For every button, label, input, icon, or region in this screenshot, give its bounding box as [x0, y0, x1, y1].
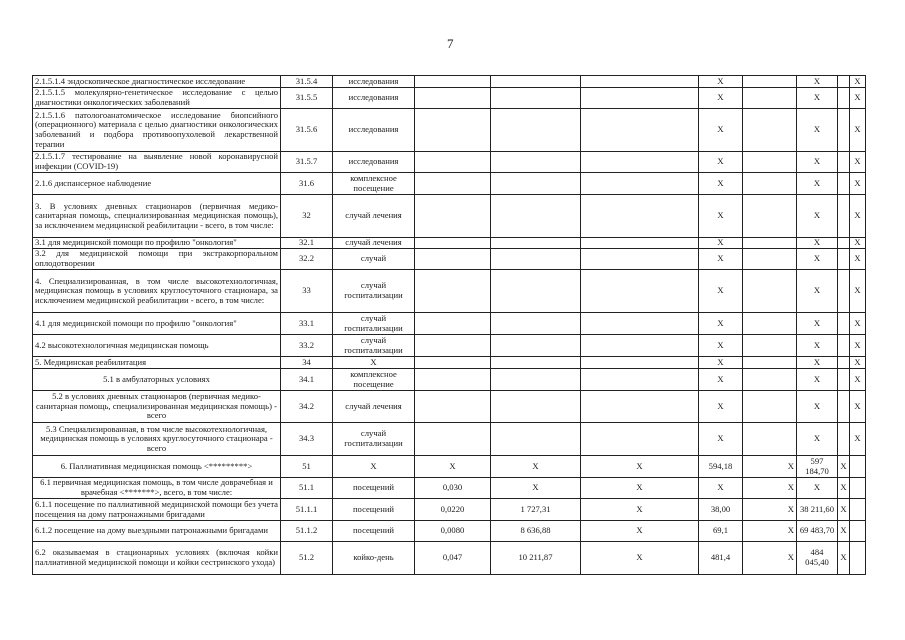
row-cost — [491, 152, 581, 173]
row-norm — [415, 152, 491, 173]
row-col7: Х — [699, 270, 743, 313]
row-col8: Х — [743, 499, 797, 521]
row-col10: Х — [838, 478, 850, 499]
row-unit: посещений — [333, 521, 415, 542]
row-col7: Х — [699, 173, 743, 195]
table-row — [33, 76, 866, 88]
row-unit: случай госпитализации — [333, 335, 415, 357]
row-col9: Х — [797, 195, 838, 238]
row-col6 — [581, 357, 699, 369]
row-norm: 0,0080 — [415, 521, 491, 542]
row-cost: 10 211,87 — [491, 542, 581, 575]
row-col7: Х — [699, 391, 743, 423]
data-table — [32, 75, 866, 575]
row-col8 — [743, 195, 797, 238]
row-col6: Х — [581, 478, 699, 499]
row-code: 31.5.7 — [281, 152, 333, 173]
row-description: 4.2 высокотехнологичная медицинская помощь — [33, 335, 281, 357]
row-col6 — [581, 76, 699, 88]
row-col11 — [850, 521, 866, 542]
row-description: 2.1.5.1.6 патологоанатомическое исследование биопсийного (операционного) материала с целью диагностики онкологических заболеваний и подбора противоопухолевой лекарственной терапии — [33, 109, 281, 152]
row-col6 — [581, 109, 699, 152]
table-row — [33, 478, 866, 499]
row-col10 — [838, 313, 850, 335]
row-col9: Х — [797, 173, 838, 195]
row-col8 — [743, 109, 797, 152]
row-norm — [415, 270, 491, 313]
row-code: 34.2 — [281, 391, 333, 423]
row-col9: Х — [797, 369, 838, 391]
row-norm — [415, 357, 491, 369]
row-code: 33.1 — [281, 313, 333, 335]
row-description: 6. Паллиативная медицинская помощь <*********> — [33, 456, 281, 478]
row-description: 5.3 Специализированная, в том числе высокотехнологичная, медицинская помощь в условиях круглосуточного стационара - всего — [33, 423, 281, 456]
row-cost — [491, 357, 581, 369]
row-cost — [491, 173, 581, 195]
row-norm — [415, 76, 491, 88]
row-unit: посещений — [333, 478, 415, 499]
row-col11 — [850, 456, 866, 478]
row-unit: случай госпитализации — [333, 423, 415, 456]
row-col6 — [581, 238, 699, 249]
row-col9: Х — [797, 478, 838, 499]
row-description: 2.1.6 диспансерное наблюдение — [33, 173, 281, 195]
row-col10 — [838, 173, 850, 195]
row-norm — [415, 369, 491, 391]
row-col11: Х — [850, 238, 866, 249]
row-description: 6.1.2 посещение на дому выездными патронажными бригадами — [33, 521, 281, 542]
table-row — [33, 456, 866, 478]
row-col9: Х — [797, 109, 838, 152]
row-norm: 0,0220 — [415, 499, 491, 521]
row-unit: случай лечения — [333, 391, 415, 423]
table-row — [33, 499, 866, 521]
row-col7: 69,1 — [699, 521, 743, 542]
row-code: 33 — [281, 270, 333, 313]
row-col10 — [838, 249, 850, 270]
row-col9: Х — [797, 313, 838, 335]
row-cost — [491, 238, 581, 249]
row-col8 — [743, 76, 797, 88]
row-code: 34.1 — [281, 369, 333, 391]
row-col11: Х — [850, 357, 866, 369]
table-row — [33, 109, 866, 152]
row-col10: Х — [838, 456, 850, 478]
row-col6 — [581, 313, 699, 335]
row-col8 — [743, 369, 797, 391]
row-description: 6.2 оказываемая в стационарных условиях (включая койки паллиативной медицинской помощи и койки сестринского ухода) — [33, 542, 281, 575]
row-code: 31.5.4 — [281, 76, 333, 88]
row-col6: Х — [581, 542, 699, 575]
row-col10 — [838, 369, 850, 391]
row-description: 4. Специализированная, в том числе высокотехнологичная, медицинская помощь в условиях круглосуточного стационара, за исключением медицинской реабилитации - всего, в том числе: — [33, 270, 281, 313]
row-col7: 38,00 — [699, 499, 743, 521]
row-col8 — [743, 88, 797, 109]
row-col10: Х — [838, 542, 850, 575]
row-col11: Х — [850, 313, 866, 335]
row-code: 34 — [281, 357, 333, 369]
row-col9: Х — [797, 88, 838, 109]
row-norm — [415, 313, 491, 335]
row-norm: Х — [415, 456, 491, 478]
row-col9: 69 483,70 — [797, 521, 838, 542]
row-col8: Х — [743, 521, 797, 542]
row-col10 — [838, 391, 850, 423]
row-unit: койко-день — [333, 542, 415, 575]
row-col6: Х — [581, 521, 699, 542]
row-code: 33.2 — [281, 335, 333, 357]
row-norm — [415, 423, 491, 456]
row-unit: исследования — [333, 76, 415, 88]
page-number: 7 — [447, 36, 454, 51]
row-col8 — [743, 391, 797, 423]
row-col10 — [838, 76, 850, 88]
row-norm — [415, 391, 491, 423]
row-col7: Х — [699, 357, 743, 369]
row-cost — [491, 313, 581, 335]
row-col10: Х — [838, 499, 850, 521]
row-col7: Х — [699, 195, 743, 238]
row-cost: 1 727,31 — [491, 499, 581, 521]
row-cost — [491, 109, 581, 152]
row-cost — [491, 369, 581, 391]
row-col6 — [581, 152, 699, 173]
row-cost: Х — [491, 478, 581, 499]
row-unit: случай лечения — [333, 195, 415, 238]
row-code: 32.2 — [281, 249, 333, 270]
table-row — [33, 152, 866, 173]
row-code: 51.1.1 — [281, 499, 333, 521]
row-col9: 484 045,40 — [797, 542, 838, 575]
row-description: 5.1 в амбулаторных условиях — [33, 369, 281, 391]
row-col10 — [838, 195, 850, 238]
row-cost — [491, 195, 581, 238]
row-unit: случай госпитализации — [333, 313, 415, 335]
row-col8 — [743, 423, 797, 456]
row-col9: Х — [797, 152, 838, 173]
row-code: 31.6 — [281, 173, 333, 195]
table-row — [33, 270, 866, 313]
row-col8: Х — [743, 542, 797, 575]
row-code: 32.1 — [281, 238, 333, 249]
row-col7: Х — [699, 249, 743, 270]
row-col6 — [581, 335, 699, 357]
row-col6 — [581, 423, 699, 456]
row-norm — [415, 335, 491, 357]
table-row — [33, 88, 866, 109]
row-cost — [491, 88, 581, 109]
row-col9: Х — [797, 391, 838, 423]
row-col7: Х — [699, 76, 743, 88]
row-col9: Х — [797, 423, 838, 456]
row-col7: Х — [699, 369, 743, 391]
row-cost — [491, 335, 581, 357]
row-col9: Х — [797, 238, 838, 249]
row-col8 — [743, 335, 797, 357]
row-unit: Х — [333, 456, 415, 478]
row-col9: Х — [797, 357, 838, 369]
row-description: 3. В условиях дневных стационаров (первичная медико-санитарная помощь, специализированная медицинская помощь), за исключением медицинской реабилитации - всего, в том числе: — [33, 195, 281, 238]
row-description: 3.2 для медицинской помощи при экстракорпоральном оплодотворении — [33, 249, 281, 270]
row-col11 — [850, 542, 866, 575]
row-unit: Х — [333, 357, 415, 369]
row-col6: Х — [581, 456, 699, 478]
row-col8 — [743, 249, 797, 270]
row-col9: Х — [797, 335, 838, 357]
row-col6 — [581, 195, 699, 238]
row-norm — [415, 173, 491, 195]
row-unit: исследования — [333, 88, 415, 109]
row-col11: Х — [850, 88, 866, 109]
row-col7: Х — [699, 313, 743, 335]
row-col10 — [838, 423, 850, 456]
row-code: 51 — [281, 456, 333, 478]
row-code: 32 — [281, 195, 333, 238]
row-col9: Х — [797, 249, 838, 270]
row-description: 6.1.1 посещение по паллиативной медицинской помощи без учета посещения на дому патронажными бригадами — [33, 499, 281, 521]
row-col6 — [581, 249, 699, 270]
row-col9: 597 184,70 — [797, 456, 838, 478]
table-row — [33, 238, 866, 249]
table-row — [33, 357, 866, 369]
row-norm — [415, 109, 491, 152]
row-description: 2.1.5.1.4 эндоскопическое диагностическое исследование — [33, 76, 281, 88]
row-norm — [415, 249, 491, 270]
row-col11: Х — [850, 76, 866, 88]
row-col6 — [581, 270, 699, 313]
row-norm: 0,030 — [415, 478, 491, 499]
row-col7: 481,4 — [699, 542, 743, 575]
row-col8 — [743, 357, 797, 369]
row-col8 — [743, 313, 797, 335]
row-description: 3.1 для медицинской помощи по профилю "онкология" — [33, 238, 281, 249]
row-unit: исследования — [333, 152, 415, 173]
row-col7: Х — [699, 478, 743, 499]
row-col7: Х — [699, 152, 743, 173]
row-unit: комплексное посещение — [333, 173, 415, 195]
table-row — [33, 335, 866, 357]
row-unit: посещений — [333, 499, 415, 521]
row-description: 4.1 для медицинской помощи по профилю "онкология" — [33, 313, 281, 335]
row-col9: 38 211,60 — [797, 499, 838, 521]
row-norm — [415, 238, 491, 249]
row-description: 6.1 первичная медицинская помощь, в том числе доврачебная и врачебная <*******>, всего, в том числе: — [33, 478, 281, 499]
row-col8 — [743, 270, 797, 313]
row-col11: Х — [850, 195, 866, 238]
row-col11: Х — [850, 270, 866, 313]
row-col7: Х — [699, 423, 743, 456]
row-unit: случай госпитализации — [333, 270, 415, 313]
row-col9: Х — [797, 76, 838, 88]
row-col11 — [850, 478, 866, 499]
row-unit: комплексное посещение — [333, 369, 415, 391]
row-col11: Х — [850, 391, 866, 423]
table-row — [33, 173, 866, 195]
row-col11: Х — [850, 173, 866, 195]
row-col8 — [743, 152, 797, 173]
table-row — [33, 542, 866, 575]
row-norm — [415, 88, 491, 109]
row-code: 34.3 — [281, 423, 333, 456]
table-row — [33, 423, 866, 456]
row-col10 — [838, 335, 850, 357]
row-col11: Х — [850, 152, 866, 173]
row-col8 — [743, 238, 797, 249]
row-description: 2.1.5.1.7 тестирование на выявление новой коронавирусной инфекции (COVID-19) — [33, 152, 281, 173]
row-col6: Х — [581, 499, 699, 521]
row-cost — [491, 270, 581, 313]
row-col6 — [581, 369, 699, 391]
row-col10 — [838, 270, 850, 313]
row-col11: Х — [850, 109, 866, 152]
row-norm — [415, 195, 491, 238]
row-cost — [491, 76, 581, 88]
table-row — [33, 249, 866, 270]
row-col8: Х — [743, 456, 797, 478]
row-col6 — [581, 88, 699, 109]
row-cost — [491, 391, 581, 423]
row-code: 51.1.2 — [281, 521, 333, 542]
row-col7: Х — [699, 238, 743, 249]
row-col11: Х — [850, 369, 866, 391]
table-row — [33, 521, 866, 542]
row-code: 51.1 — [281, 478, 333, 499]
row-col10 — [838, 238, 850, 249]
row-cost — [491, 423, 581, 456]
row-col10 — [838, 88, 850, 109]
table-row — [33, 195, 866, 238]
row-col11: Х — [850, 249, 866, 270]
row-code: 31.5.6 — [281, 109, 333, 152]
row-code: 31.5.5 — [281, 88, 333, 109]
row-cost: Х — [491, 456, 581, 478]
row-col7: Х — [699, 109, 743, 152]
row-col10 — [838, 357, 850, 369]
row-col10 — [838, 109, 850, 152]
row-col7: Х — [699, 88, 743, 109]
row-cost: 8 636,88 — [491, 521, 581, 542]
table-row — [33, 369, 866, 391]
table-row — [33, 313, 866, 335]
row-description: 5. Медицинская реабилитация — [33, 357, 281, 369]
row-code: 51.2 — [281, 542, 333, 575]
row-norm: 0,047 — [415, 542, 491, 575]
row-col11: Х — [850, 423, 866, 456]
row-col6 — [581, 173, 699, 195]
row-col11: Х — [850, 335, 866, 357]
row-col10: Х — [838, 521, 850, 542]
row-col10 — [838, 152, 850, 173]
row-unit: случай лечения — [333, 238, 415, 249]
row-col7: Х — [699, 335, 743, 357]
row-col8 — [743, 173, 797, 195]
row-unit: исследования — [333, 109, 415, 152]
row-col6 — [581, 391, 699, 423]
row-col7: 594,18 — [699, 456, 743, 478]
row-description: 5.2 в условиях дневных стационаров (первичная медико-санитарная помощь, специализированная медицинская помощь) - всего — [33, 391, 281, 423]
row-description: 2.1.5.1.5 молекулярно-генетическое исследование с целью диагностики онкологических заболеваний — [33, 88, 281, 109]
row-col11 — [850, 499, 866, 521]
table-row — [33, 391, 866, 423]
row-col8: Х — [743, 478, 797, 499]
row-cost — [491, 249, 581, 270]
row-col9: Х — [797, 270, 838, 313]
row-unit: случай — [333, 249, 415, 270]
